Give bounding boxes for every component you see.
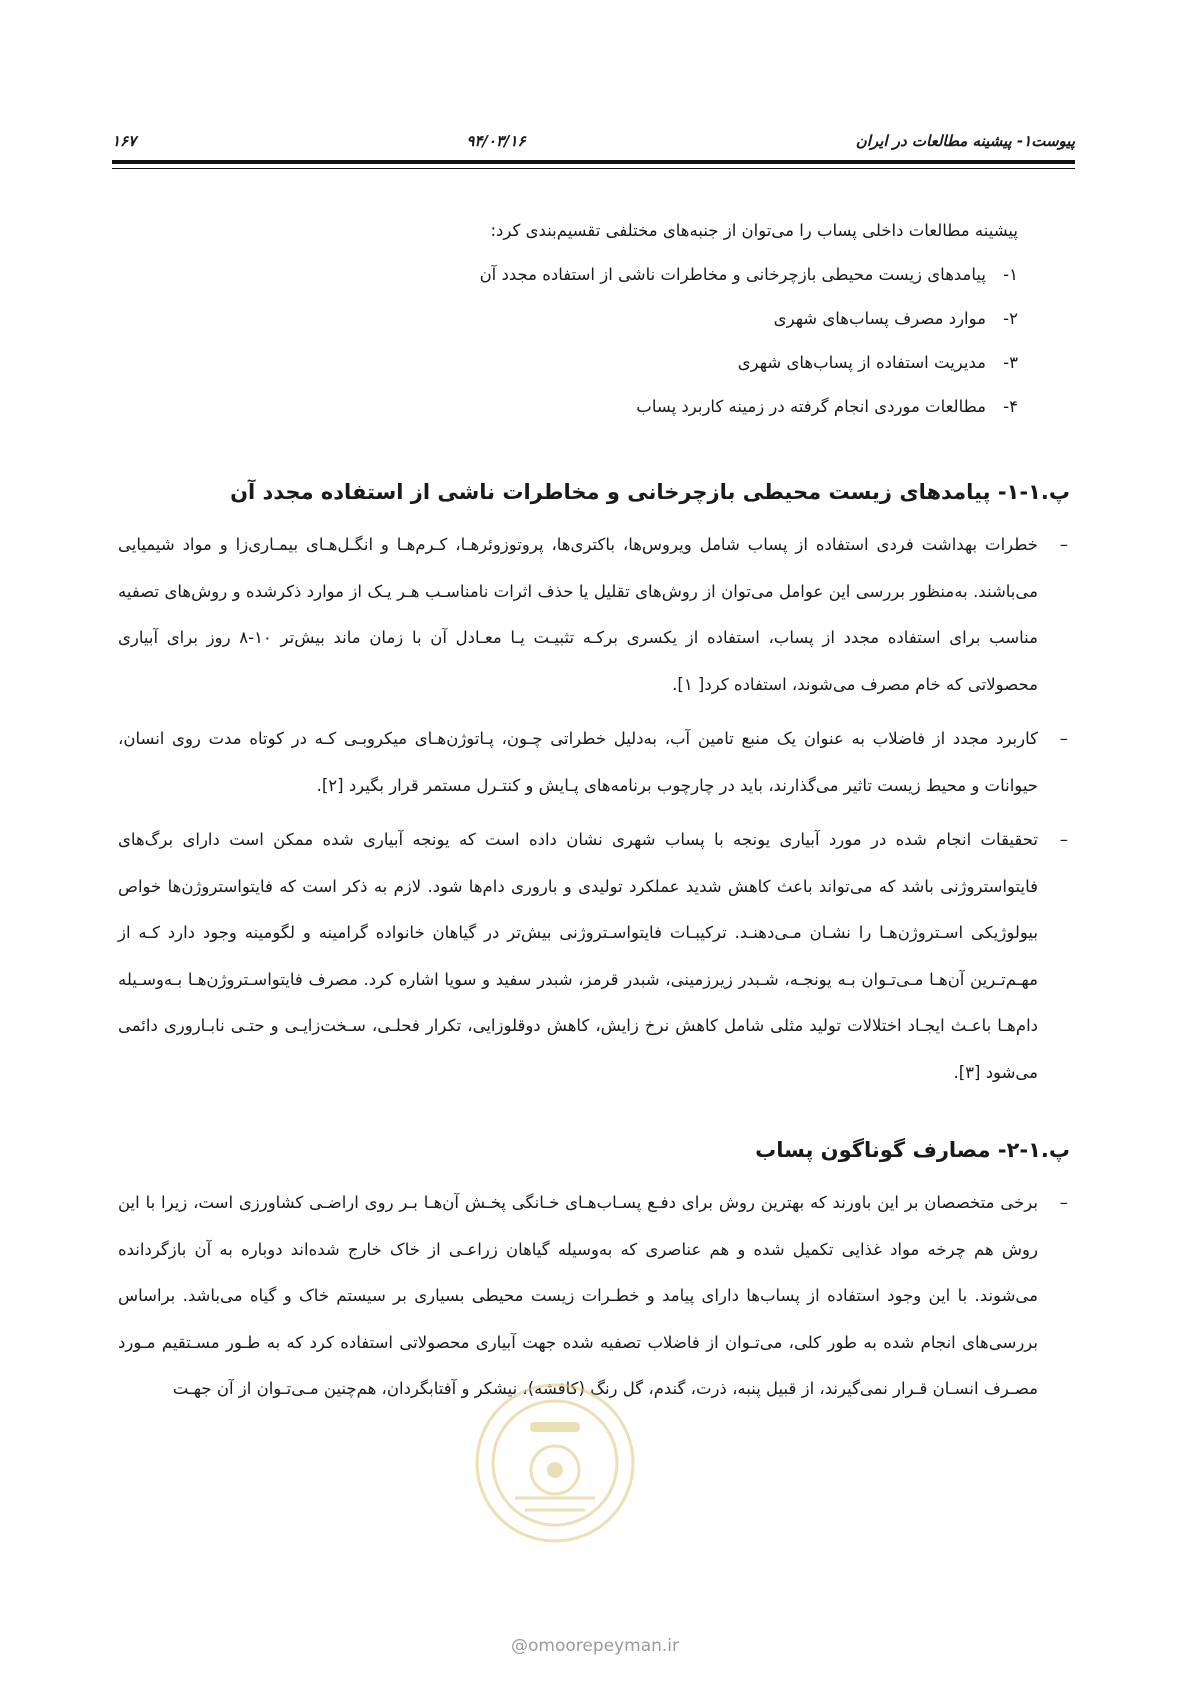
section-heading: پ.۱-۱- پیامدهای زیست محیطی بازچرخانی و مخاطرات ناشی از استفاده مجدد آن — [230, 480, 1070, 504]
topic-text: مطالعات موردی انجام گرفته در زمینه کاربرد پساب — [636, 397, 986, 416]
bullet-text: برخی متخصصان بر این باورند که بهترین روش برای دفـع پسـاب‌هـای خـانگی پخـش آن‌هـا بـر روی اراضـی کشاورزی است، زیرا با این روش هم چرخه مواد غذایی تکمیل شده و هم عناصری که به‌وسیله گیاهان زراعـی از خاک خارج شده‌اند دوباره به آن بازگردانده می‌شوند. با این وجود استفاده از پساب‌ها دارای پیامد و خطـرات زیست محیطی بسیاری بر سیستم خاک و گیاه می‌باشد. براساس بررسی‌های انجام شده به طور کلی، می‌تـوان از فاضلاب تصفیه شده جهت آبیاری محصولاتی استفاده کرد که به طـور مسـتقیم مـورد مصـرف انسـان قـرار نمی‌گیرند، از قبیل پنبه، ذرت، گندم، گل رنگ (کافشه)، نیشکر و آفتابگردان، هم‌چنین مـی‌تـوان از آن جهـت — [118, 1193, 1038, 1398]
header-rule-thin — [112, 168, 1075, 169]
page-header — [112, 129, 1075, 153]
bullet-text: خطرات بهداشت فردی استفاده از پساب شامل ویروس‌ها، باکتری‌ها، پروتوزوئرهـا، کـرم‌هـا و انگـل‌هـای بیمـاری‌زا و مواد شیمیایی می‌باشند. به‌منظور بررسی این عوامل می‌توان از روش‌های تقلیل یا حذف اثرات نامناسـب هـر یـک از موارد ذکرشده و روش‌های تصفیه مناسب برای استفاده مجدد از پساب، استفاده از یکسری برکـه تثبیـت یـا معـادل آن با زمان ماند بیش‌تر ۱۰-۸ روز برای آبیاری محصولاتی که خام مصرف می‌شوند، استفاده کرد[ ۱]. — [118, 535, 1039, 694]
topic-item — [118, 306, 1018, 350]
header-rule-thick — [112, 160, 1075, 164]
bullet-item — [118, 817, 1070, 1096]
at-sign-icon: @ — [510, 1636, 528, 1656]
topic-text: پیامدهای زیست محیطی بازچرخانی و مخاطرات ناشی از استفاده مجدد آن — [479, 265, 986, 284]
section-heading: پ.۱-۲- مصارف گوناگون پساب — [755, 1138, 1070, 1162]
topic-item — [118, 350, 1018, 394]
bullet-text: کاربرد مجدد از فاضلاب به عنوان یک منبع تامین آب، به‌دلیل خطراتی چـون، پـاتوژن‌هـای میکروبـی کـه در کوتاه مدت روی انسان، حیوانات و محیط زیست تاثیر می‌گذارند، باید در چارچوب برنامه‌های پـایش و کنتـرل مستمر قرار بگیرد [۲]. — [118, 729, 1038, 795]
bullet-list — [118, 1180, 1070, 1413]
header-date: ۹۴/۰۳/۱۶ — [466, 132, 526, 150]
bullet-item — [118, 522, 1070, 708]
intro-paragraph: پیشینه مطالعات داخلی پساب را می‌توان از جنبه‌های مختلفی تقسیم‌بندی کرد: — [490, 221, 1018, 240]
dash-marker: – — [1059, 535, 1068, 554]
topic-number: ۳- — [1003, 353, 1018, 372]
topic-number: ۴- — [1003, 397, 1018, 416]
bullet-item — [118, 716, 1070, 809]
dash-marker: – — [1059, 729, 1068, 748]
topic-item — [118, 262, 1018, 306]
dash-marker: – — [1059, 1193, 1068, 1212]
topic-text: موارد مصرف پساب‌های شهری — [773, 309, 986, 328]
page-content — [118, 218, 1070, 1421]
topic-text: مدیریت استفاده از پساب‌های شهری — [737, 353, 986, 372]
page-number: ۱۶۷ — [112, 132, 137, 150]
topic-list — [118, 262, 1070, 438]
dash-marker: – — [1059, 830, 1068, 849]
topic-number: ۲- — [1003, 309, 1018, 328]
section-uses — [118, 1134, 1070, 1413]
bullet-text: تحقیقات انجام شده در مورد آبیاری یونجه با پساب شهری نشان داده است که یونجه آبیاری شده ممکن است دارای برگ‌های فایتواستروژنی باشد که می‌تواند باعث کاهش شدید عملکرد تولیدی و باروری دام‌ها شود. لازم به ذکر است که فایتواستروژن‌ها خواص بیولوژیکی اسـتروژن‌هـا را نشـان مـی‌دهنـد. ترکیبـات فایتواسـتروژنی بیش‌تر در گیاهان خانواده گرامینه و لگومینه وجود دارد کـه از مهـم‌تـرین آن‌هـا مـی‌تـوان بـه یونجـه، شـبدر زیرزمینی، شبدر قرمز، شبدر سفید و سویا اشاره کرد. مصرف فایتواسـتروژن‌هـا بـه‌وسـیله دام‌هـا باعـث ایجـاد اختلالات تولید مثلی شامل کاهش نرخ زایش، کاهش دوقلوزایی، تکرار فحلـی، سـخت‌زایـی و حتـی نابـاروری دائمی می‌شود [۳]. — [118, 830, 1038, 1082]
topic-item — [118, 394, 1018, 438]
topic-number: ۱- — [1003, 265, 1018, 284]
watermark-url — [0, 1636, 1190, 1656]
bullet-list — [118, 522, 1070, 1096]
watermark-url-text: omoorepeyman.ir — [527, 1636, 680, 1656]
bullet-item — [118, 1180, 1070, 1413]
section-impacts — [118, 476, 1070, 1096]
header-title: پیوست۱- پیشینه مطالعات در ایران — [855, 132, 1075, 150]
